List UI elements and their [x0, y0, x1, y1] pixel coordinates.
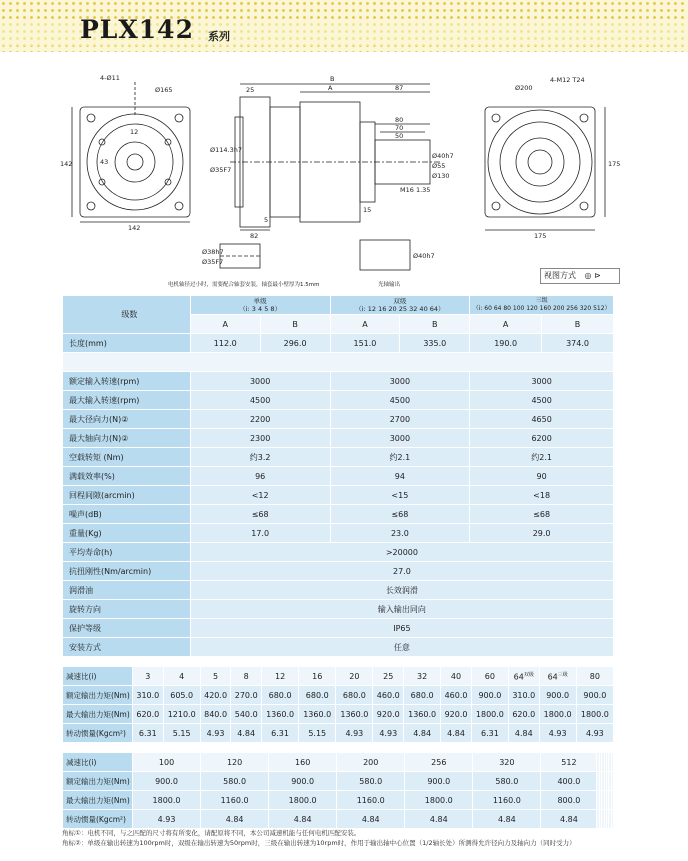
spec-value: 2700: [330, 410, 470, 429]
ratio-cell: 1160.0: [337, 791, 405, 810]
label-B: B: [330, 75, 335, 83]
ratio-cell: 5.15: [299, 724, 336, 743]
ratio-row-label: 额定输出力矩(Nm): [63, 772, 133, 791]
ratio-cell: 1160.0: [201, 791, 269, 810]
ratio-cell: 680.0: [336, 686, 373, 705]
spec-value: 4650: [470, 410, 614, 429]
label-80: 80: [395, 116, 404, 124]
ratio-value: 40: [441, 667, 472, 686]
ratio-cell: 4.84: [508, 724, 539, 743]
ratio-cell: 1360.0: [262, 705, 299, 724]
ratio-cell: 900.0: [405, 772, 473, 791]
ratio-value: 12: [262, 667, 299, 686]
label-4-d11: 4-Ø11: [100, 74, 120, 82]
spec-label: 最大输入转速(rpm): [63, 391, 191, 410]
ratio-cell: 580.0: [473, 772, 541, 791]
ratio-cell: 310.0: [133, 686, 164, 705]
ratio-value: 20: [336, 667, 373, 686]
ratio-value: 512: [541, 753, 597, 772]
spec-value: 3000: [330, 429, 470, 448]
ratio-value: 320: [473, 753, 541, 772]
ratio-cell: 900.0: [576, 686, 613, 705]
label-A: A: [328, 84, 333, 92]
left-view: [72, 82, 190, 222]
spec-value: 4500: [470, 391, 614, 410]
spec-label: 噪声(dB): [63, 505, 191, 524]
label-15: 15: [363, 206, 372, 214]
label-d40h7: Ø40h7: [432, 152, 454, 160]
ratio-data-row: [63, 772, 614, 791]
ratio-cell: 900.0: [539, 686, 576, 705]
ratio-cell: 4.93: [200, 724, 231, 743]
spec-value: ≤68: [330, 505, 470, 524]
bottom-parts: [220, 240, 410, 270]
spec-merged-row: [63, 543, 614, 562]
spec-label: 额定输入转速(rpm): [63, 372, 191, 391]
ratio-value: 8: [231, 667, 262, 686]
stage-row: [63, 296, 614, 315]
spec-label: 最大轴向力(N)②: [63, 429, 191, 448]
ratio-row-label: 转动惯量(Kgcm²): [63, 724, 133, 743]
ratio-value: 3: [133, 667, 164, 686]
stage-label: 级数: [63, 296, 191, 334]
label-175-side: 175: [608, 160, 620, 168]
spec-label: 安装方式: [63, 638, 191, 657]
ratio-data-row: [63, 705, 614, 724]
spec-merged-row: [63, 581, 614, 600]
label-m16: M16 1.35: [400, 186, 431, 194]
ratio-cell: 310.0: [508, 686, 539, 705]
spec-value: <12: [190, 486, 330, 505]
label-70: 70: [395, 124, 404, 132]
middle-view: [230, 84, 440, 230]
ratio-cell: 4.84: [541, 810, 597, 829]
ratio-cell: 540.0: [231, 705, 262, 724]
ratio-cell: 4.84: [231, 724, 262, 743]
spec-value: ≤68: [190, 505, 330, 524]
ratio-value: 80: [576, 667, 613, 686]
length-value: 335.0: [400, 334, 470, 353]
spec-value: 输入输出同向: [190, 600, 613, 619]
ratio-data-row: [63, 724, 614, 743]
ratio-table-1: [62, 666, 614, 743]
spec-merged-row: [63, 562, 614, 581]
ratio-table-2: [62, 752, 614, 829]
spec-value: <18: [470, 486, 614, 505]
ratio-cell: 4.84: [201, 810, 269, 829]
spec-value: 3000: [190, 372, 330, 391]
empty-cell: [611, 810, 613, 829]
blank-row: [63, 353, 614, 372]
spec-value: 2200: [190, 410, 330, 429]
spec-value: ≤68: [470, 505, 614, 524]
ratio-row-label: 额定输出力矩(Nm): [63, 686, 133, 705]
label-d165: Ø165: [155, 86, 173, 94]
ratio-cell: 4.84: [441, 724, 472, 743]
spec-row: [63, 486, 614, 505]
col-b: B: [260, 315, 330, 334]
ratio-cell: 4.93: [373, 724, 404, 743]
label-43: 43: [100, 158, 109, 166]
length-row: [63, 334, 614, 353]
label-4-m12: 4-M12 T24: [550, 76, 585, 84]
ratio-cell: 1800.0: [133, 791, 201, 810]
spec-value: 4500: [190, 391, 330, 410]
ratio-value: 25: [373, 667, 404, 686]
label-82: 82: [250, 232, 259, 240]
spec-value: >20000: [190, 543, 613, 562]
ratio-cell: 580.0: [337, 772, 405, 791]
spec-label: 润滑油: [63, 581, 191, 600]
label-d55: Ø55: [432, 162, 446, 170]
spec-value: 96: [190, 467, 330, 486]
ratio-cell: 4.93: [539, 724, 576, 743]
ratio-cell: 680.0: [404, 686, 441, 705]
length-value: 374.0: [542, 334, 614, 353]
ratio-cell: 4.84: [473, 810, 541, 829]
label-d114: Ø114.3h7: [210, 146, 242, 154]
ratio-cell: 620.0: [133, 705, 164, 724]
ratio-cell: 4.93: [133, 810, 201, 829]
ratio-cell: 680.0: [262, 686, 299, 705]
spec-row: [63, 467, 614, 486]
length-label: 长度(mm): [63, 334, 191, 353]
ratio-cell: 1800.0: [576, 705, 613, 724]
label-d130: Ø130: [432, 172, 450, 180]
label-d200: Ø200: [515, 84, 533, 92]
view-mode-box: [540, 268, 620, 284]
spec-value: 4500: [330, 391, 470, 410]
ratio-cell: 4.84: [404, 724, 441, 743]
label-50: 50: [395, 132, 404, 140]
spec-value: 29.0: [470, 524, 614, 543]
spec-table: [62, 295, 614, 657]
ratio-cell: 920.0: [441, 705, 472, 724]
footnote-2: 角标②：单级在输出转速为100rpm时，双级在输出转速为50rpm时，三级在输出转速为10rpm时，作用于输出轴中心位置（1/2轴长处）所测得允许径向力及轴向力（同时受力）: [62, 839, 576, 847]
ratio-value: $64^{三级}$: [539, 667, 576, 686]
ratio-cell: 1160.0: [473, 791, 541, 810]
spec-row: [63, 524, 614, 543]
ratio-header-label: 减速比(i): [63, 753, 133, 772]
ratio-cell: 900.0: [133, 772, 201, 791]
ratio-cell: 420.0: [200, 686, 231, 705]
ratio-data-row: [63, 810, 614, 829]
ratio-cell: 900.0: [471, 686, 508, 705]
spec-row: [63, 391, 614, 410]
spec-value: 约2.1: [330, 448, 470, 467]
ratio-cell: 800.0: [541, 791, 597, 810]
stage-triple: 三级 （i: 60 64 80 100 120 160 200 256 320 512）: [470, 296, 614, 315]
spec-value: 90: [470, 467, 614, 486]
ratio-cell: 1360.0: [404, 705, 441, 724]
ratio-cell: 620.0: [508, 705, 539, 724]
ratio-value: 16: [299, 667, 336, 686]
ratio-cell: 5.15: [163, 724, 200, 743]
spec-label: 重量(Kg): [63, 524, 191, 543]
ratio-cell: 1360.0: [299, 705, 336, 724]
ratio-header-label: 减速比(i): [63, 667, 133, 686]
ratio-cell: 6.31: [471, 724, 508, 743]
spec-row: [63, 410, 614, 429]
ratio-cell: 680.0: [299, 686, 336, 705]
ratio-cell: 6.31: [133, 724, 164, 743]
label-part-d38h7: Ø38h7: [202, 248, 224, 256]
spec-value: 6200: [470, 429, 614, 448]
spec-merged-row: [63, 619, 614, 638]
spec-value: 17.0: [190, 524, 330, 543]
ratio-cell: 1800.0: [539, 705, 576, 724]
view-mode-icon: ◎ ⊳: [584, 271, 601, 280]
spec-value: 任意: [190, 638, 613, 657]
empty-cell: [611, 791, 613, 810]
spec-value: <15: [330, 486, 470, 505]
col-a: A: [190, 315, 260, 334]
spec-merged-row: [63, 638, 614, 657]
ratio-cell: 1800.0: [405, 791, 473, 810]
ratio-cell: 1800.0: [471, 705, 508, 724]
ratio-cell: 1800.0: [269, 791, 337, 810]
label-12: 12: [130, 128, 139, 136]
spec-label: 满载效率(%): [63, 467, 191, 486]
length-value: 112.0: [190, 334, 260, 353]
spec-value: 3000: [330, 372, 470, 391]
ratio-value: 100: [133, 753, 201, 772]
note-motor-shaft: 电机轴径过小时，需要配合轴套安装，轴套最小壁厚为1.5mm: [168, 282, 320, 288]
ratio-value: 32: [404, 667, 441, 686]
spec-label: 空载转矩 (Nm): [63, 448, 191, 467]
ratio-cell: 1360.0: [336, 705, 373, 724]
spec-value: 2300: [190, 429, 330, 448]
col-b: B: [400, 315, 470, 334]
ratio-data-row: [63, 686, 614, 705]
ratio-cell: 270.0: [231, 686, 262, 705]
label-part-d35f7: Ø35F7: [202, 258, 224, 266]
spec-label: 回程间隙(arcmin): [63, 486, 191, 505]
empty-cell: [611, 753, 613, 772]
spec-value: 长效润滑: [190, 581, 613, 600]
ratio-cell: 605.0: [163, 686, 200, 705]
label-5: 5: [264, 216, 269, 224]
page-subtitle: 系列: [208, 30, 230, 43]
spec-merged-row: [63, 600, 614, 619]
ratio-row-label: 最大输出力矩(Nm): [63, 791, 133, 810]
ratio-cell: 840.0: [200, 705, 231, 724]
view-mode-label: 视图方式: [544, 271, 576, 280]
spec-row: [63, 505, 614, 524]
ratio-cell: 6.31: [262, 724, 299, 743]
spec-value: 约3.2: [190, 448, 330, 467]
spec-label: 抗扭刚性(Nm/arcmin): [63, 562, 191, 581]
length-value: 296.0: [260, 334, 330, 353]
label-142-bottom: 142: [128, 224, 141, 232]
spec-row: [63, 448, 614, 467]
ratio-value: 256: [405, 753, 473, 772]
ratio-value: 120: [201, 753, 269, 772]
col-b: B: [542, 315, 614, 334]
ratio-value: $64^{双级}$: [508, 667, 539, 686]
length-value: 151.0: [330, 334, 400, 353]
stage-single: 单级 （i: 3 4 5 8）: [190, 296, 330, 315]
spec-row: [63, 372, 614, 391]
ratio-value: 160: [269, 753, 337, 772]
ratio-value: 4: [163, 667, 200, 686]
ratio-cell: 1210.0: [163, 705, 200, 724]
label-142-side: 142: [60, 160, 73, 168]
length-value: 190.0: [470, 334, 542, 353]
ratio-cell: 400.0: [541, 772, 597, 791]
right-view: [485, 107, 605, 230]
spec-label: 最大径向力(N)②: [63, 410, 191, 429]
footnotes: [62, 828, 576, 848]
ratio-cell: 4.93: [576, 724, 613, 743]
spec-label: 保护等级: [63, 619, 191, 638]
spec-label: 旋转方向: [63, 600, 191, 619]
ratio-header-row: [63, 753, 614, 772]
ratio-cell: 4.84: [405, 810, 473, 829]
ratio-tag: 三级: [557, 671, 568, 678]
spec-label: 平均寿命(h): [63, 543, 191, 562]
label-part-d40h7: Ø40h7: [413, 252, 435, 260]
ratio-cell: 900.0: [269, 772, 337, 791]
ratio-row-label: 最大输出力矩(Nm): [63, 705, 133, 724]
ratio-cell: 4.84: [337, 810, 405, 829]
ratio-header-row: [63, 667, 614, 686]
ratio-cell: 460.0: [441, 686, 472, 705]
ratio-cell: 4.84: [269, 810, 337, 829]
ratio-cell: 580.0: [201, 772, 269, 791]
ratio-cell: 4.93: [336, 724, 373, 743]
spec-value: 27.0: [190, 562, 613, 581]
ratio-value: 5: [200, 667, 231, 686]
ratio-cell: 920.0: [373, 705, 404, 724]
ratio-data-row: [63, 791, 614, 810]
col-a: A: [470, 315, 542, 334]
label-175-bottom: 175: [534, 232, 547, 240]
ratio-value: 200: [337, 753, 405, 772]
spec-value: 23.0: [330, 524, 470, 543]
spec-row: [63, 429, 614, 448]
label-25: 25: [246, 86, 255, 94]
ratio-row-label: 转动惯量(Kgcm²): [63, 810, 133, 829]
ratio-value: 60: [471, 667, 508, 686]
note-optical-shaft: 光轴输出: [378, 282, 401, 288]
spec-value: 94: [330, 467, 470, 486]
ratio-tag: 双级: [523, 671, 534, 678]
footnote-1: 角标①：电机不同，与之匹配的尺寸将有所变化，请配原将不同，本公司减速机能与任何电机匹配安装。: [62, 829, 361, 837]
spec-value: 约2.1: [470, 448, 614, 467]
empty-cell: [611, 772, 613, 791]
header-banner: [0, 0, 688, 52]
spec-value: IP65: [190, 619, 613, 638]
page-title: PLX142: [80, 15, 194, 44]
spec-value: 3000: [470, 372, 614, 391]
technical-drawing: [60, 62, 620, 292]
col-a: A: [330, 315, 400, 334]
stage-double: 双级 （i: 12 16 20 25 32 40 64）: [330, 296, 470, 315]
label-d35f7: Ø35F7: [210, 166, 232, 174]
ratio-cell: 460.0: [373, 686, 404, 705]
label-87: 87: [395, 84, 404, 92]
